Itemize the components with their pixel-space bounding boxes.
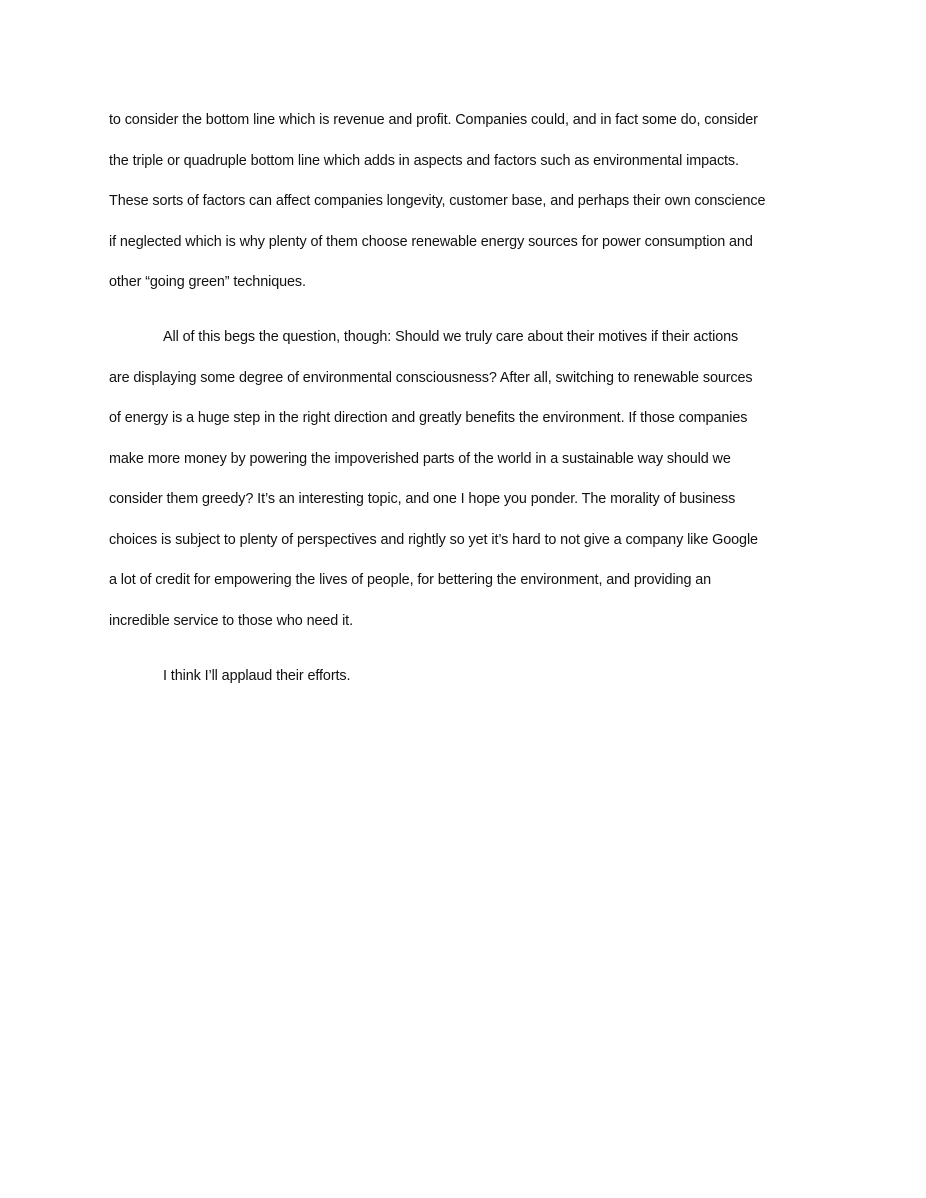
paragraph-2-line-7: a lot of credit for empowering the lives of people, for bettering the environment, and providing an xyxy=(109,572,712,588)
paragraph-2-line-1: All of this begs the question, though: Should we truly care about their motives if their actions xyxy=(163,329,739,345)
paragraph-1-line-2: the triple or quadruple bottom line which adds in aspects and factors such as environmental impacts. xyxy=(109,153,739,169)
paragraph-2-line-2: are displaying some degree of environmental consciousness? After all, switching to renewable sources xyxy=(109,370,753,386)
paragraph-2-line-3: of energy is a huge step in the right direction and greatly benefits the environment. If those companies xyxy=(109,410,748,426)
paragraph-1-line-4: if neglected which is why plenty of them choose renewable energy sources for power consumption and xyxy=(109,234,753,250)
paragraph-2-line-6: choices is subject to plenty of perspectives and rightly so yet it’s hard to not give a company like Google xyxy=(109,532,758,548)
paragraph-1-line-3: These sorts of factors can affect companies longevity, customer base, and perhaps their own conscience xyxy=(109,193,766,209)
paragraph-1-line-5: other “going green” techniques. xyxy=(109,274,306,290)
paragraph-1-line-1: to consider the bottom line which is revenue and profit. Companies could, and in fact some do, consider xyxy=(109,112,758,128)
paragraph-2-line-5: consider them greedy? It’s an interesting topic, and one I hope you ponder. The morality of business xyxy=(109,491,736,507)
paragraph-2-line-8: incredible service to those who need it. xyxy=(109,613,353,629)
paragraph-2-line-4: make more money by powering the impoverished parts of the world in a sustainable way should we xyxy=(109,451,731,467)
paragraph-3-line-1: I think I’ll applaud their efforts. xyxy=(163,668,351,684)
